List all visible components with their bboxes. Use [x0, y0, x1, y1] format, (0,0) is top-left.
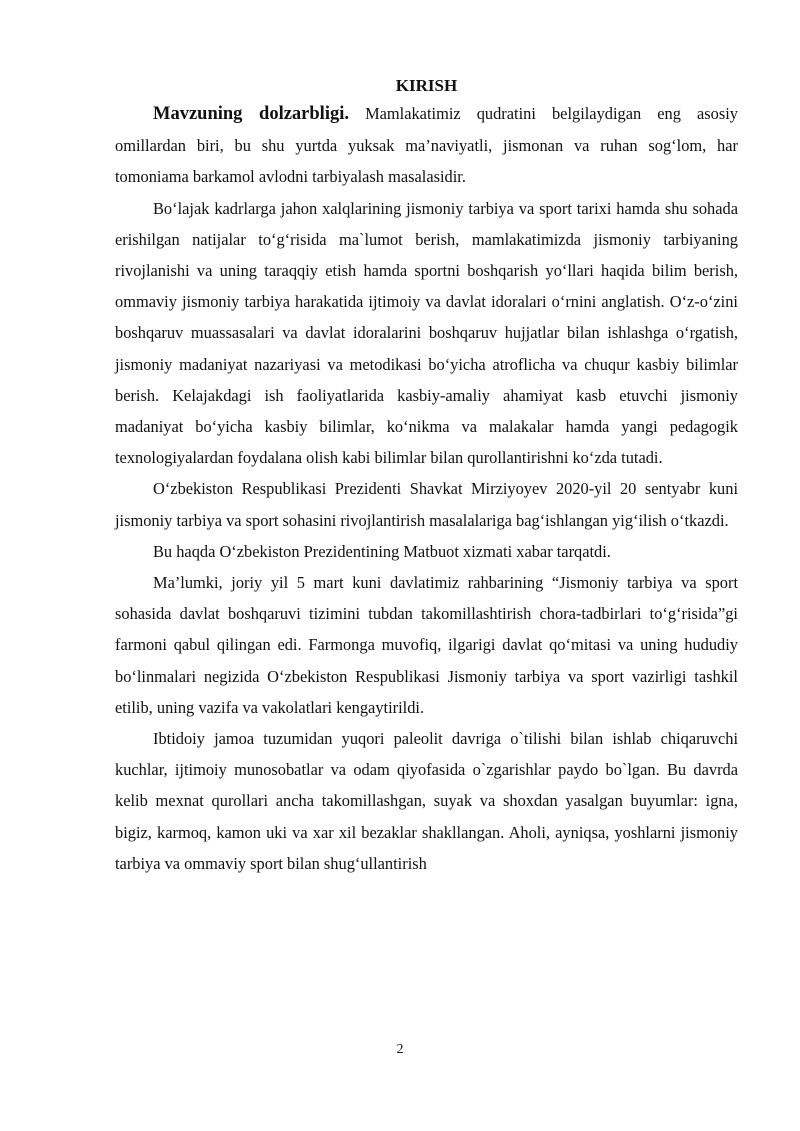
section-title: KIRISH — [395, 76, 458, 95]
paragraph-5 — [115, 567, 738, 723]
paragraph-text: O‘zbekiston Respublikasi Prezidenti Shavkat Mirziyoyev 2020-yil 20 sentyabr kuni jismoniy tarbiya va sport sohasini rivojlantirish masalalariga bag‘ishlangan yig‘ilish o‘tkazdi. — [115, 479, 738, 530]
paragraph-text: Ma’lumki, joriy yil 5 mart kuni davlatimiz rahbarining “Jismoniy tarbiya va sport sohasida davlat boshqaruvi tizimini tubdan takomillashtirish chora-tadbirlari to‘g‘risida”gi farmoni qabul qilingan edi. Farmonga muvofiq, ilgarigi davlat qo‘mitasi va uning hududiy bo‘linmalari negizida O‘zbekiston Respublikasi Jismoniy tarbiya va sport vazirligi tashkil etilib, uning vazifa va vakolatlari kengaytirildi. — [115, 573, 738, 717]
paragraph-2 — [115, 193, 738, 474]
paragraph-1 — [115, 98, 738, 193]
paragraph-lead: Mavzuning dolzarbligi. — [153, 104, 349, 124]
paragraph-text: Mamlakatimiz qudratini belgilaydigan eng asosiy omillardan biri, bu shu yurtda yuksak ma’naviyatli, jismonan va ruhan sog‘lom, har tomoniama barkamol avlodni tarbiyalash masalasidir. — [115, 104, 738, 187]
paragraph-text: Bo‘lajak kadrlarga jahon xalqlarining jismoniy tarbiya va sport tarixi hamda shu sohada erishilgan natijalar to‘g‘risida ma`lumot berish, mamlakatimizda jismoniy tarbiyaning rivojlanishi va uning taraqqiy etish hamda sportni boshqarish yo‘llari haqida bilim berish, ommaviy jismoniy tarbiya harakatida ijtimoiy va davlat idoralari o‘rnini anglatish. O‘z-o‘zini boshqaruv muassasalari va davlat idoralarini boshqaruv hujjatlar bilan ishlashga o‘rgatish, jismoniy madaniyat nazariyasi va metodikasi bo‘yicha atroflicha va chuqur kasbiy bilimlar berish. Kelajakdagi ish faoliyatlarida kasbiy-amaliy ahamiyat kasb etuvchi jismoniy madaniyat bo‘yicha kasbiy bilimlar, ko‘nikma va malakalar hamda yangi pedagogik texnologiyalardan foydalana olish kabi bilimlar bilan qurollantirishni ko‘zda tutadi. — [115, 198, 738, 468]
paragraph-6 — [115, 723, 738, 879]
paragraph-3 — [115, 473, 738, 535]
page-number: 2 — [396, 1042, 404, 1057]
paragraph-4 — [115, 536, 738, 567]
page-body — [115, 74, 738, 879]
paragraph-text: Ibtidoiy jamoa tuzumidan yuqori paleolit davriga o`tilishi bilan ishlab chiqaruvchi kuchlar, ijtimoiy munosobatlar va odam qiyofasida o`zgarishlar paydo bo`lgan. Bu davrda kelib mexnat qurollari ancha takomillashgan, suyak va shoxdan yasalgan buyumlar: igna, bigiz, karmoq, kamon uki va xar xil bezaklar shakllangan. Aholi, ayniqsa, yoshlarni jismoniy tarbiya va ommaviy sport bilan shug‘ullantirish — [115, 729, 738, 873]
paragraph-text: Bu haqda O‘zbekiston Prezidentining Matbuot xizmati xabar tarqatdi. — [153, 541, 611, 561]
